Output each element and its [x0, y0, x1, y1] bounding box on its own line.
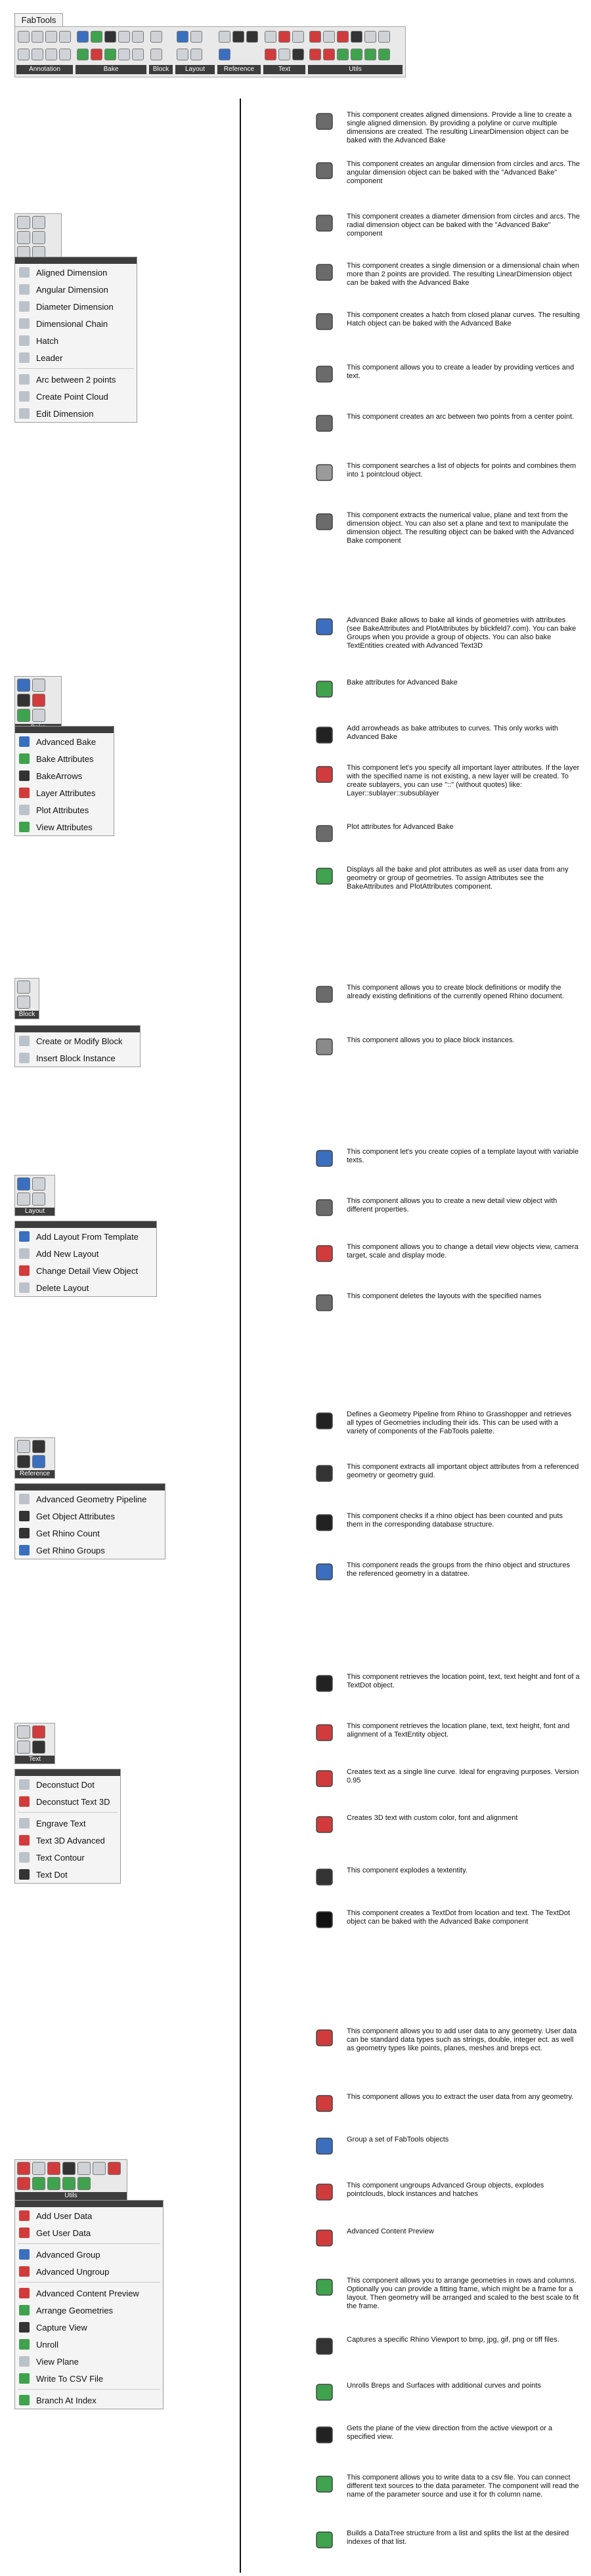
- menu-item[interactable]: Delete Layout: [15, 1279, 156, 1296]
- view-plane-icon[interactable]: [364, 31, 376, 43]
- content-preview-icon[interactable]: [337, 31, 349, 43]
- ribbon-group-label[interactable]: Bake: [76, 65, 146, 74]
- deconstruct-dot-icon: [19, 1779, 30, 1790]
- layer-attributes-icon: [19, 788, 30, 798]
- menu-item[interactable]: Plot Attributes: [15, 801, 114, 818]
- component-description: Plot attributes for Advanced Bake: [347, 823, 454, 831]
- menu-item[interactable]: View Attributes: [15, 818, 114, 835]
- layout-template-icon: [311, 1145, 338, 1172]
- chain-dimension-icon[interactable]: [59, 31, 71, 43]
- component-description: This component allows you to change a detail view objects view, camera target, scale and display mode.: [347, 1243, 579, 1259]
- utils-toolbar: [14, 2159, 127, 2201]
- layout-menu: [14, 1221, 157, 1297]
- menu-item[interactable]: Write To CSV File: [15, 2370, 163, 2387]
- menu-item[interactable]: Angular Dimension: [15, 281, 137, 298]
- component-description: Creates text as a single line curve. Ideal for engraving purposes. Version 0.95: [347, 1768, 579, 1784]
- fabtools-ribbon: [14, 26, 406, 77]
- hatch-icon: [311, 308, 338, 335]
- menu-item[interactable]: Deconstuct Text 3D: [15, 1793, 120, 1810]
- component-description: This component creates aligned dimensions. Provide a line to create a single aligned dimension. By providing a polyline or curve multiple dimensions are created. The resulting LinearDimension object can be baked with the Advanced Bake: [347, 111, 572, 144]
- menu-item[interactable]: Insert Block Instance: [15, 1049, 140, 1066]
- bake-attributes-icon: [311, 676, 338, 702]
- rhino-count-icon: [311, 1510, 338, 1536]
- rhino-groups-icon[interactable]: [219, 49, 230, 60]
- bake-red-icon[interactable]: [91, 49, 102, 60]
- branch-at-index-icon[interactable]: [378, 49, 390, 60]
- block-menu: [14, 1025, 141, 1067]
- advanced-bake-icon: [311, 614, 338, 640]
- ribbon-group-label[interactable]: Layout: [175, 65, 215, 74]
- engrave-text-icon[interactable]: [292, 31, 304, 43]
- ribbon-group-label[interactable]: Reference: [217, 65, 261, 74]
- block-panel: [14, 978, 139, 1066]
- component-description: This component allows you to place block instances.: [347, 1036, 515, 1044]
- content-preview-icon: [311, 2225, 338, 2251]
- component-description: This component creates a hatch from closed planar curves. The resulting Hatch object can be baked with the Advanced Bake: [347, 311, 580, 327]
- menu-item[interactable]: Text Contour: [15, 1849, 120, 1866]
- edit-dimension-icon: [19, 408, 30, 419]
- bake-arrows-icon: [19, 771, 30, 781]
- menu-item[interactable]: Edit Dimension: [15, 405, 137, 422]
- point-cloud-icon: [311, 459, 338, 486]
- menu-item[interactable]: Advanced Group: [15, 2246, 163, 2263]
- engrave-text-icon: [311, 1765, 338, 1792]
- object-attributes-icon: [311, 1460, 338, 1487]
- new-layout-icon: [19, 1248, 30, 1259]
- rhino-groups-icon: [311, 1559, 338, 1585]
- ribbon-group-label[interactable]: Utils: [308, 65, 403, 74]
- bake-attributes-icon[interactable]: [91, 31, 102, 43]
- view-plane-icon: [19, 2356, 30, 2367]
- component-description: This component deletes the layouts with the specified names: [347, 1292, 542, 1300]
- layout-toolbar: [14, 1175, 55, 1216]
- menu-item[interactable]: Add Layout From Template: [15, 1228, 156, 1245]
- bake-arrows-icon[interactable]: [104, 31, 116, 43]
- component-description: This component creates an angular dimension from circles and arcs. The angular dimension object can be baked with the "Advanced Bake" component: [347, 160, 580, 185]
- menu-item[interactable]: Bake Attributes: [15, 750, 114, 767]
- ribbon-group-text: [263, 30, 305, 74]
- change-detail-icon: [311, 1240, 338, 1267]
- component-description: This component extracts the numerical value, plane and text from the dimension object. You can also set a plane and text to manipulate the dimension object. The resulting object can be baked with the Advanced Bake component: [347, 511, 574, 545]
- menu-item[interactable]: Create Point Cloud: [15, 388, 137, 405]
- bake-green-icon[interactable]: [104, 49, 116, 60]
- advanced-ungroup-icon: [311, 2179, 338, 2205]
- component-description: This component allows you to arrange geometries in rows and columns. Optionally you can provide a fitting frame, which might be a frame for a layout. Then geometry will be arranged and scaled to the best scale to fit the frame.: [347, 2277, 579, 2310]
- menu-item[interactable]: Layer Attributes: [15, 784, 114, 801]
- bake-grey-icon[interactable]: [118, 49, 130, 60]
- component-description: Captures a specific Rhino Viewport to bmp, jpg, gif, png or tiff files.: [347, 2336, 559, 2344]
- panel-label[interactable]: Block: [15, 1011, 39, 1019]
- text-dot-icon: [311, 1907, 338, 1933]
- menu-item[interactable]: Get User Data: [15, 2224, 163, 2241]
- arc-icon: [311, 410, 338, 436]
- insert-block-icon: [311, 1034, 338, 1060]
- menu-item[interactable]: View Plane: [15, 2353, 163, 2370]
- component-description: This component let's you create copies of a template layout with variable texts.: [347, 1148, 579, 1164]
- angular-dimension-icon[interactable]: [32, 31, 43, 43]
- menu-item[interactable]: Arrange Geometries: [15, 2302, 163, 2319]
- get-user-data-icon: [311, 2090, 338, 2117]
- text-contour-icon[interactable]: [278, 49, 290, 60]
- arrange-geometries-icon: [311, 2274, 338, 2300]
- layout-template-icon[interactable]: [177, 31, 188, 43]
- component-description: Creates 3D text with custom color, font and alignment: [347, 1814, 518, 1822]
- leader-icon: [311, 361, 338, 387]
- annotation-menu: [14, 257, 137, 423]
- deconstruct-text-icon: [19, 1796, 30, 1807]
- advanced-group-icon: [19, 2249, 30, 2260]
- ribbon-group-label[interactable]: Annotation: [16, 65, 73, 74]
- layout-panel: [14, 1175, 156, 1306]
- advanced-bake-icon: [19, 736, 30, 747]
- menu-item[interactable]: Add New Layout: [15, 1245, 156, 1262]
- component-description: This component extracts all important object attributes from a referenced geometry or geometry guid.: [347, 1463, 579, 1479]
- add-user-data-icon[interactable]: [309, 31, 321, 43]
- content-preview-icon: [19, 2288, 30, 2298]
- layer-attributes-icon[interactable]: [118, 31, 130, 43]
- arc-icon: [19, 374, 30, 385]
- menu-item[interactable]: Add User Data: [15, 2207, 163, 2224]
- diameter-dimension-icon: [19, 301, 30, 312]
- text-3d-icon: [19, 1835, 30, 1846]
- panel-label[interactable]: Layout: [15, 1208, 55, 1215]
- menu-item[interactable]: Arc between 2 points: [15, 371, 137, 388]
- view-plane-icon: [311, 2422, 338, 2448]
- menu-item[interactable]: Unroll: [15, 2336, 163, 2353]
- menu-item[interactable]: Create or Modify Block: [15, 1032, 140, 1049]
- menu-item[interactable]: Leader: [15, 349, 137, 366]
- unroll-icon: [19, 2339, 30, 2350]
- menu-item[interactable]: Engrave Text: [15, 1815, 120, 1832]
- add-user-data-icon: [19, 2210, 30, 2221]
- tab-fabtools[interactable]: FabTools: [14, 13, 63, 27]
- component-description: This component retrieves the location point, text, text height and font of a TextDot object.: [347, 1673, 580, 1689]
- rhino-count-icon: [19, 1528, 30, 1538]
- bake-extra-icon[interactable]: [132, 49, 144, 60]
- plot-attributes-icon[interactable]: [132, 31, 144, 43]
- menu-item[interactable]: Advanced Ungroup: [15, 2263, 163, 2280]
- ribbon-group-label[interactable]: Text: [263, 65, 305, 74]
- view-attributes-icon: [19, 822, 30, 832]
- component-description: This component creates an arc between two points from a center point.: [347, 413, 575, 421]
- leader-icon: [19, 352, 30, 363]
- component-description: This component ungroups Advanced Group objects, explodes pointclouds, block instances and hatches: [347, 2182, 544, 2198]
- unroll-icon[interactable]: [351, 49, 362, 60]
- component-description: This component creates a single dimension or a dimensional chain when more than 2 points are provided. The resulting LinearDimension object can be baked with the Advanced Bake: [347, 262, 580, 287]
- component-description: Add arrowheads as bake attributes to curves. This only works with Advanced Bake: [347, 725, 559, 741]
- advanced-bake-icon[interactable]: [77, 31, 89, 43]
- utils-menu: [14, 2200, 164, 2409]
- ribbon-group-block: [149, 30, 173, 74]
- utils-panel: [14, 2159, 162, 2428]
- menu-item[interactable]: Get Object Attributes: [15, 1508, 165, 1525]
- menu-item[interactable]: Change Detail View Object: [15, 1262, 156, 1279]
- deconstruct-text-icon[interactable]: [278, 31, 290, 43]
- reference-panel: [14, 1437, 164, 1575]
- menu-item[interactable]: Get Rhino Count: [15, 1525, 165, 1542]
- leader-icon[interactable]: [18, 49, 30, 60]
- create-block-icon: [19, 1036, 30, 1046]
- ribbon-group-utils: [308, 30, 403, 74]
- deconstruct-dot-icon: [311, 1670, 338, 1697]
- new-layout-icon[interactable]: [190, 31, 202, 43]
- delete-layout-icon[interactable]: [190, 49, 202, 60]
- component-description: This component allows you to create block definitions or modify the already existing definitions of the currently opened Rhino document.: [347, 984, 564, 1000]
- text-menu: [14, 1769, 121, 1884]
- component-description: This component searches a list of objects for points and combines them into 1 pointcloud object.: [347, 462, 577, 478]
- component-description: Gets the plane of the view direction from the active viewport or a specified view.: [347, 2424, 553, 2441]
- delete-layout-icon: [311, 1290, 338, 1316]
- advanced-ungroup-icon[interactable]: [323, 49, 335, 60]
- text-contour-icon: [311, 1864, 338, 1890]
- aligned-dimension-icon[interactable]: [18, 31, 30, 43]
- bake-attributes-icon: [19, 753, 30, 764]
- annotation-panel: [14, 213, 136, 422]
- component-description: This component allows you to create a leader by providing vertices and text.: [347, 364, 575, 380]
- component-description: This component allows you to add user data to any geometry. User data can be standard data types such as strings, double, integer ect. as well as geometry types like points, planes, meshes and breps ect.: [347, 2027, 577, 2052]
- menu-item[interactable]: Hatch: [15, 332, 137, 349]
- panel-label[interactable]: Utils: [15, 2192, 127, 2200]
- plot-attributes-icon: [311, 820, 338, 847]
- deconstruct-dot-icon[interactable]: [265, 31, 276, 43]
- create-block-icon[interactable]: [150, 31, 162, 43]
- hatch-icon: [19, 335, 30, 346]
- get-user-data-icon[interactable]: [309, 49, 321, 60]
- component-description: Unrolls Breps and Surfaces with additional curves and points: [347, 2382, 541, 2390]
- edit-dimension-icon: [311, 509, 338, 535]
- rhino-groups-icon: [19, 1545, 30, 1555]
- text-dot-icon[interactable]: [292, 49, 304, 60]
- view-attributes-icon[interactable]: [77, 49, 89, 60]
- edit-dimension-icon[interactable]: [59, 49, 71, 60]
- view-attributes-icon: [311, 863, 338, 889]
- capture-view-icon: [19, 2322, 30, 2333]
- block-toolbar: [14, 978, 39, 1019]
- layer-attributes-icon: [311, 761, 338, 788]
- menu-item[interactable]: Advanced Geometry Pipeline: [15, 1490, 165, 1508]
- arrange-geometries-icon[interactable]: [337, 49, 349, 60]
- text-3d-icon[interactable]: [265, 49, 276, 60]
- text-3d-icon: [311, 1811, 338, 1838]
- menu-item[interactable]: Text Dot: [15, 1866, 120, 1883]
- menu-item[interactable]: Get Rhino Groups: [15, 1542, 165, 1559]
- engrave-text-icon: [19, 1818, 30, 1828]
- chain-dimension-icon: [19, 318, 30, 329]
- menu-item[interactable]: Dimensional Chain: [15, 315, 137, 332]
- bake-toolbar: [14, 676, 62, 732]
- geometry-pipeline-icon: [19, 1494, 30, 1504]
- delete-layout-icon: [19, 1282, 30, 1293]
- component-description: This component allows you to extract the user data from any geometry.: [347, 2093, 574, 2101]
- create-block-icon: [311, 981, 338, 1007]
- branch-at-index-icon: [19, 2395, 30, 2405]
- ribbon-group-annotation: [16, 30, 73, 74]
- layout-template-icon: [19, 1231, 30, 1242]
- component-description: This component allows you to write data to a csv file. You can connect different text sources to the data parameter. The component will read the name of the parameter source and use it for th column name.: [347, 2474, 579, 2499]
- ribbon-group-bake: [76, 30, 146, 74]
- change-detail-icon: [19, 1265, 30, 1276]
- write-csv-icon: [311, 2471, 338, 2497]
- menu-item[interactable]: Diameter Dimension: [15, 298, 137, 315]
- component-description: This component explodes a textentity.: [347, 1867, 468, 1874]
- diameter-dimension-icon: [311, 210, 338, 236]
- branch-at-index-icon: [311, 2527, 338, 2553]
- menu-item[interactable]: BakeArrows: [15, 767, 114, 784]
- get-user-data-icon: [19, 2228, 30, 2238]
- component-description: This component creates a diameter dimension from circles and arcs. The radial dimension object can be baked with the "Advanced Bake" component: [347, 213, 580, 238]
- ribbon-group-layout: [175, 30, 215, 74]
- menu-item[interactable]: Deconstuct Dot: [15, 1776, 120, 1793]
- write-csv-icon[interactable]: [364, 49, 376, 60]
- object-attributes-icon: [19, 1511, 30, 1521]
- text-panel: [14, 1723, 120, 1897]
- component-description: Group a set of FabTools objects: [347, 2136, 449, 2143]
- menu-item[interactable]: Text 3D Advanced: [15, 1832, 120, 1849]
- angular-dimension-icon: [19, 284, 30, 295]
- plot-attributes-icon: [19, 805, 30, 815]
- component-description: Bake attributes for Advanced Bake: [347, 679, 458, 686]
- change-detail-icon[interactable]: [177, 49, 188, 60]
- menu-item[interactable]: Capture View: [15, 2319, 163, 2336]
- bake-panel: [14, 676, 113, 837]
- column-divider: [240, 98, 241, 2573]
- insert-block-icon: [19, 1053, 30, 1063]
- reference-toolbar: [14, 1437, 55, 1479]
- component-description: This component creates a TextDot from location and text. The TextDot object can be baked with the Advanced Bake component: [347, 1909, 570, 1926]
- arc-icon[interactable]: [32, 49, 43, 60]
- aligned-dimension-icon: [311, 108, 338, 135]
- capture-view-icon[interactable]: [351, 31, 362, 43]
- text-dot-icon: [19, 1869, 30, 1880]
- component-description: This component reads the groups from the rhino object and structures the referenced geometry in a datatree.: [347, 1561, 570, 1578]
- bake-menu: [14, 726, 114, 836]
- component-description: Advanced Bake allows to bake all kinds of geometries with attributes (see BakeAttributes and PlotAttributes by blickfeld7.com). You can bake Groups when you provide a group of objects. You can also bake TextEntities created with Advanced Text3D: [347, 616, 577, 650]
- angular-dimension-icon: [311, 158, 338, 184]
- hatch-icon[interactable]: [45, 49, 57, 60]
- rhino-count-icon[interactable]: [246, 31, 258, 43]
- component-description: Advanced Content Preview: [347, 2228, 434, 2235]
- bake-arrows-icon: [311, 722, 338, 748]
- component-description: This component let's you specify all important layer attributes. If the layer with the specified name is not existing, a new layer will be created. To create sublayers, you can use "::" (without quotes) like: Layer::sublayer::subsublayer: [347, 764, 580, 797]
- dimensional-chain-icon: [311, 259, 338, 285]
- object-attributes-icon[interactable]: [232, 31, 244, 43]
- geometry-pipeline-icon[interactable]: [219, 31, 230, 43]
- panel-label[interactable]: Text: [15, 1756, 55, 1763]
- component-description: This component checks if a rhino object has been counted and puts them in the corresponding database structure.: [347, 1512, 563, 1529]
- menu-item[interactable]: Branch At Index: [15, 2392, 163, 2409]
- panel-label[interactable]: Reference: [15, 1470, 55, 1478]
- ribbon-group-reference: [217, 30, 261, 74]
- deconstruct-text-icon: [311, 1720, 338, 1746]
- add-user-data-icon: [311, 2025, 338, 2051]
- new-layout-icon: [311, 1194, 338, 1221]
- advanced-group-icon[interactable]: [323, 31, 335, 43]
- text-contour-icon: [19, 1852, 30, 1863]
- component-description: This component allows you to create a new detail view object with different properties.: [347, 1197, 558, 1214]
- reference-menu: [14, 1483, 165, 1559]
- geometry-pipeline-icon: [311, 1408, 338, 1434]
- write-csv-icon: [19, 2373, 30, 2384]
- menu-item[interactable]: Advanced Content Preview: [15, 2285, 163, 2302]
- point-cloud-icon: [19, 391, 30, 402]
- diameter-dimension-icon[interactable]: [45, 31, 57, 43]
- utils-extra-icon[interactable]: [378, 31, 390, 43]
- advanced-ungroup-icon: [19, 2266, 30, 2277]
- advanced-group-icon: [311, 2133, 338, 2159]
- component-description: Builds a DataTree structure from a list and splits the list at the desired indexes of that list.: [347, 2529, 569, 2546]
- component-description: This component retrieves the location plane, text, text height, font and alignment of a TextEntity object.: [347, 1722, 570, 1739]
- ribbon-group-label[interactable]: Block: [149, 65, 173, 74]
- insert-block-icon[interactable]: [150, 49, 162, 60]
- text-toolbar: [14, 1723, 55, 1764]
- aligned-dimension-icon: [19, 267, 30, 278]
- component-description: Displays all the bake and plot attributes as well as user data from any geometry or group of geometries. To assign Attributes see the BakeAttributes and PlotAttributes component.: [347, 866, 569, 891]
- component-description: Defines a Geometry Pipeline from Rhino to Grasshopper and retrieves all types of Geometries including their ids. This can be used with a variety of components of the FabTools palette.: [347, 1410, 572, 1435]
- unroll-icon: [311, 2379, 338, 2405]
- arrange-geometries-icon: [19, 2305, 30, 2315]
- capture-view-icon: [311, 2333, 338, 2359]
- menu-item[interactable]: Advanced Bake: [15, 733, 114, 750]
- menu-item[interactable]: Aligned Dimension: [15, 264, 137, 281]
